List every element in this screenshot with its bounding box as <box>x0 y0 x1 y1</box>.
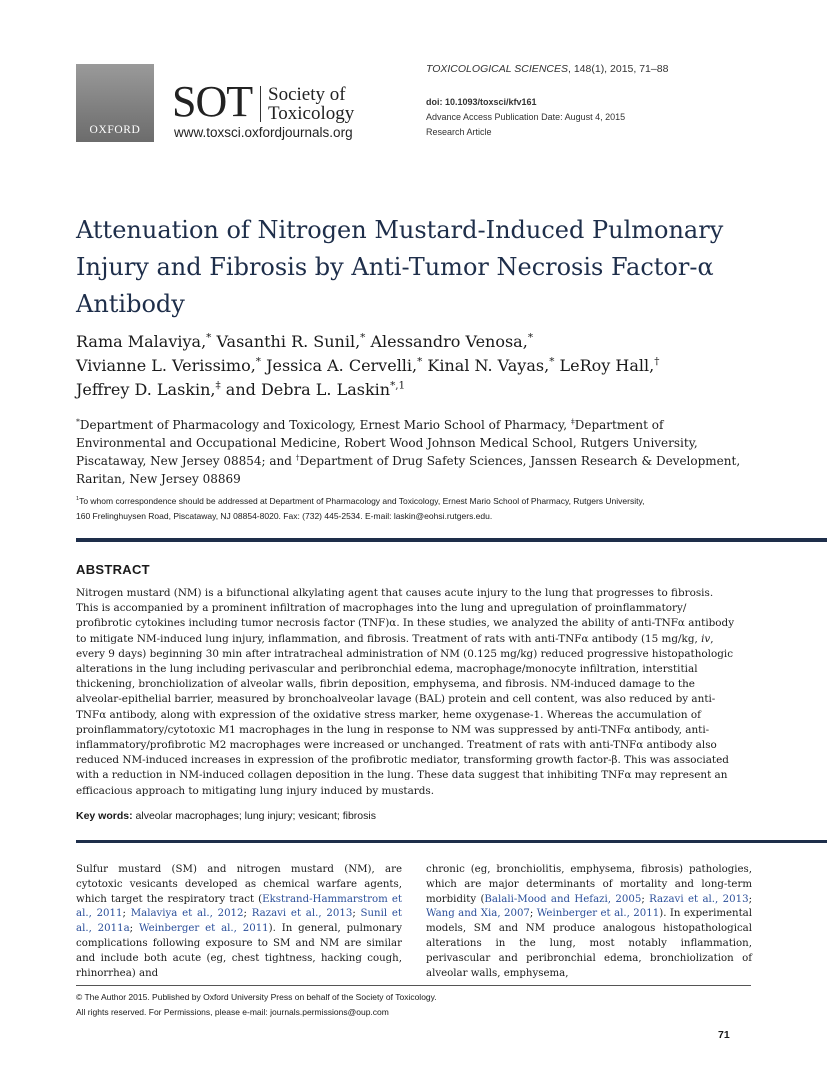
footer-notes <box>76 990 437 1020</box>
sot-logo-name <box>268 85 378 123</box>
permissions-line: All rights reserved. For Permissions, please e-mail: journals.permissions@oup.com <box>76 1007 389 1017</box>
footnote-marker: † <box>654 355 660 368</box>
footnote-marker: 1 <box>76 496 80 503</box>
footnote-marker: † <box>295 453 300 462</box>
sot-name-line2: Toxicology <box>268 103 355 124</box>
footnote-marker: * <box>76 417 80 426</box>
italic-term: iv <box>701 632 711 645</box>
citation-link[interactable]: Razavi et al., 2013 <box>251 908 353 920</box>
footnote-marker: * <box>206 331 212 344</box>
oxford-logo-text: OXFORD <box>89 124 141 136</box>
citation-link[interactable]: Balali-Mood and Hefazi, 2005 <box>484 893 642 905</box>
keywords <box>76 810 376 822</box>
affiliations: *Department of Pharmacology and Toxicology, Ernest Mario School of Pharmacy, ‡Department of Environmental and Occupational Medicine, Robert Wood Johnson Medical School, Rutgers University, Piscataway, New Jersey 08854; and †Department of Drug Safety Sciences, Janssen Research & Development, Raritan, New Jersey 08869 <box>76 417 741 486</box>
author-list: Rama Malaviya,* Vasanthi R. Sunil,* Alessandro Venosa,* Vivianne L. Verissimo,* Jessica A. Cervelli,* Kinal N. Vayas,* LeRoy Hall,† Jeffrey D. Laskin,‡ and Debra L. Laskin$^{*,1}$ <box>76 331 660 399</box>
abstract-text: Nitrogen mustard (NM) is a bifunctional alkylating agent that causes acute injury to the lung that progresses to fibrosis. This is accompanied by a prominent infiltration of macrophages into the lung and upregulation of proinflammatory/ profibrotic cytokines including tumor necrosis factor (TNF)α. In these studies, we analyzed the ability of anti-TNFα antibody to mitigate NM-induced lung injury, inflammation, and fibrosis. Treatment of rats with anti-TNFα antibody (15 mg/kg, iv, every 9 days) beginning 30 min after intratracheal administration of NM (0.125 mg/kg) reduced progressive histopathologic alterations in the lung including perivascular and peribronchial edema, macrophage/monocyte infiltration, interstitial thickening, bronchiolization of alveolar walls, fibrin deposition, emphysema, and fibrosis. NM-induced damage to the alveolar-epithelial barrier, measured by bronchoalveolar lavage (BAL) protein and cell content, was also reduced by anti- TNFα antibody, along with expression of the oxidative stress marker, heme oxygenase-1. Whereas the accumulation of proinflammatory/cytotoxic M1 macrophages in the lung in response to NM was suppressed by anti-TNFα antibody, anti- inflammatory/profibrotic M2 macrophages were increased or unchanged. Treatment of rats with anti-TNFα antibody also reduced NM-induced increases in expression of the profibrotic mediator, transforming growth factor-β. This was associated with a reduction in NM-induced collagen deposition in the lung. These data suggest that inhibiting TNFα may represent an efficacious approach to mitigating lung injury induced by mustards. <box>76 587 735 797</box>
copyright-line: © The Author 2015. Published by Oxford University Press on behalf of the Society of Toxicology. <box>76 992 437 1002</box>
page-number: 71 <box>718 1029 730 1041</box>
citation-link[interactable]: Ekstrand-Hammarstrom et al., 2011 <box>76 893 402 920</box>
body-column-right: chronic (eg, bronchiolitis, emphysema, fibrosis) pathologies, which are major determinants of mortality and long-term morbidity (Balali-Mood and Hefazi, 2005; Razavi et al., 2013; Wang and Xia, 2007; Weinberger et al., 2011). In experimental models, SM and NM produce analogous histopathological alterations in the lung, most notably inflammation, perivascular and peribronchial edema, bronchiolization of alveolar walls, emphysema, <box>426 864 753 979</box>
keywords-label: Key words: <box>76 810 133 822</box>
journal-citation <box>426 63 668 75</box>
footnote-marker: * <box>417 355 423 368</box>
doi-link[interactable]: doi: 10.1093/toxsci/kfv161 <box>426 97 537 107</box>
citation-link[interactable]: Weinberger et al., 2011 <box>536 908 660 920</box>
footnote-marker: * <box>360 331 366 344</box>
body-column-left: Sulfur mustard (SM) and nitrogen mustard (NM), are cytotoxic vesicants developed as chemical warfare agents, which target the respiratory tract (Ekstrand-Hammarstrom et al., 2011; Malaviya et al., 2012; Razavi et al., 2013; Sunil et al., 2011a; Weinberger et al., 2011). In general, pulmonary complications following exposure to SM and NM are similar and include both acute (eg, chest tightness, hacking cough, rhinorrhea) and <box>76 864 403 979</box>
article-meta <box>426 95 625 140</box>
oxford-logo <box>76 64 154 142</box>
citation-link[interactable]: Wang and Xia, 2007 <box>426 908 530 920</box>
footnote-marker: ‡ <box>215 379 221 392</box>
journal-website[interactable]: www.toxsci.oxfordjournals.org <box>174 125 353 140</box>
sot-logo-acronym: SOT <box>172 77 253 126</box>
section-divider-top <box>76 538 827 542</box>
advance-access-date: Advance Access Publication Date: August 4, 2015 <box>426 112 626 122</box>
abstract-heading: ABSTRACT <box>76 562 150 577</box>
article-type: Research Article <box>426 127 492 137</box>
keywords-list: alveolar macrophages; lung injury; vesicant; fibrosis <box>132 810 376 822</box>
correspondence-note: $^1$To whom correspondence should be addressed at Department of Pharmacology and Toxicology, Ernest Mario School of Pharmacy, Rutgers University, 160 Frelinghuysen Road, Piscataway, NJ 08854-8020. Fax: (732) 445-2534. E-mail: laskin@eohsi.rutgers.edu. <box>76 496 645 521</box>
citation-link[interactable]: Weinberger et al., 2011 <box>138 923 269 935</box>
section-divider-bottom <box>76 840 827 843</box>
journal-name: TOXICOLOGICAL SCIENCES <box>426 63 568 75</box>
sot-logo-divider <box>260 86 261 122</box>
journal-volume-pages: , 148(1), 2015, 71–88 <box>568 63 669 75</box>
footnote-marker: *,1 <box>390 379 406 392</box>
footer-divider <box>76 985 751 986</box>
footnote-marker: * <box>549 355 555 368</box>
citation-link[interactable]: Razavi et al., 2013 <box>649 893 749 905</box>
article-title: Attenuation of Nitrogen Mustard-Induced Pulmonary Injury and Fibrosis by Anti-Tumor Necrosis Factor-α Antibody <box>76 216 724 318</box>
citation-link[interactable]: Malaviya et al., 2012 <box>130 908 244 920</box>
footnote-marker: * <box>255 355 261 368</box>
footnote-marker: ‡ <box>570 417 575 426</box>
sot-name-line1: Society of <box>268 84 346 105</box>
footnote-marker: * <box>527 331 534 344</box>
citation-link[interactable]: Sunil et al., 2011a <box>76 908 403 935</box>
